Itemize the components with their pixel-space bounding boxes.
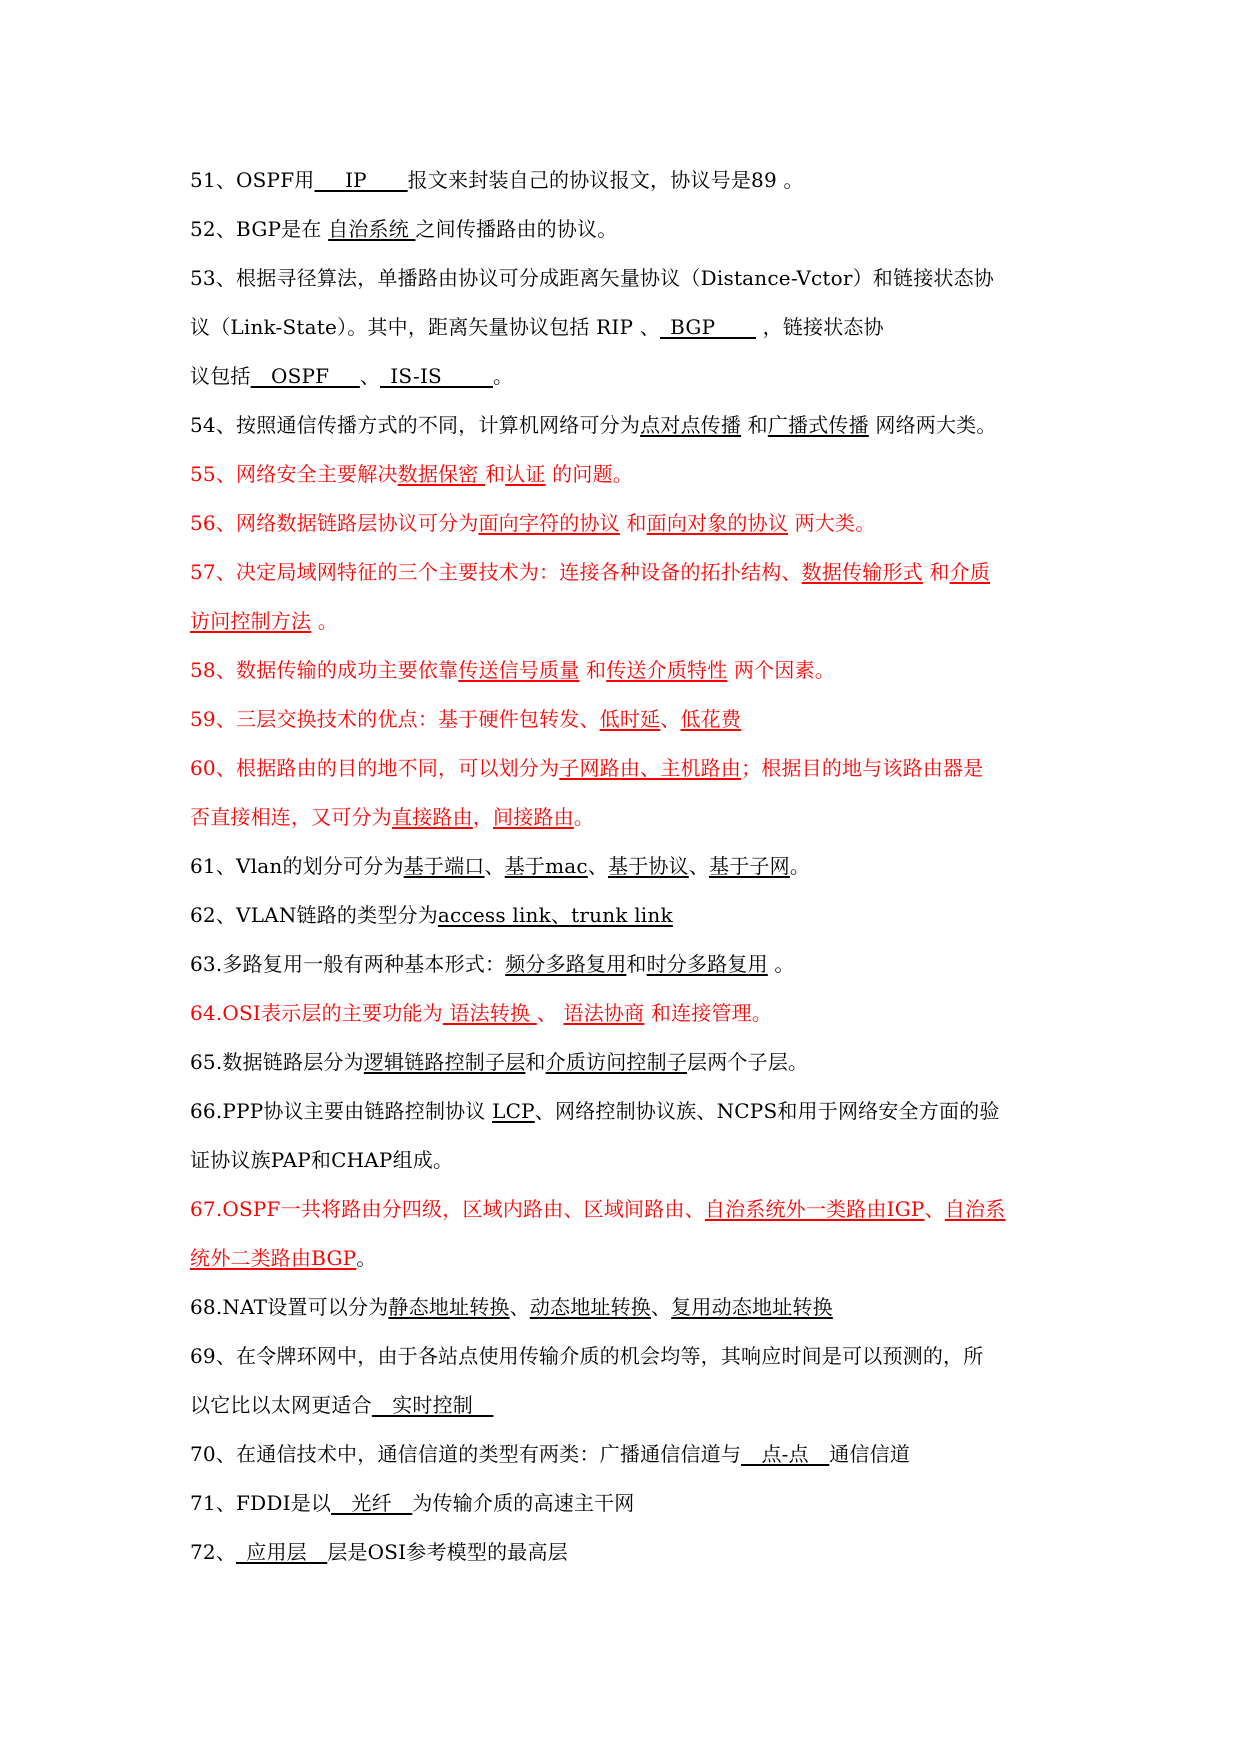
answer-blank: 自治系统: [328, 217, 416, 241]
text-line: [190, 597, 1070, 646]
text-line: [190, 1038, 1070, 1087]
answer-blank: 面向对象的协议: [646, 511, 789, 535]
text-line: [190, 695, 1070, 744]
answer-blank: 间接路由: [493, 805, 574, 829]
answer-blank: ___IP____: [314, 168, 408, 192]
text-segment: 层两个子层。: [687, 1050, 809, 1074]
answer-blank: 子网路由、主机路由: [559, 756, 742, 780]
text-segment: 66.PPP协议主要由链路控制协议: [190, 1099, 493, 1123]
text-segment: 70、在通信技术中，通信信道的类型有两类：广播通信信道与: [190, 1442, 742, 1466]
text-segment: 。: [311, 609, 338, 633]
text-line: [190, 744, 1070, 793]
text-segment: 。: [573, 805, 595, 829]
text-line: [190, 1087, 1070, 1136]
answer-blank: 介质: [949, 560, 991, 584]
answer-blank: 基于端口: [403, 854, 485, 878]
answer-blank: 基于mac: [504, 854, 588, 878]
answer-blank: 访问控制方法: [190, 609, 312, 633]
text-segment: 、: [651, 1295, 672, 1319]
text-segment: 、: [660, 707, 681, 731]
answer-blank: 自治系统外一类路由IGP: [704, 1197, 925, 1221]
text-segment: 证协议族PAP和CHAP组成。: [190, 1148, 454, 1172]
text-segment: 为传输介质的高速主干网: [412, 1491, 635, 1515]
text-segment: 、: [688, 854, 710, 878]
text-line: [190, 254, 1070, 303]
text-line: [190, 1136, 1070, 1185]
text-line: [190, 352, 1070, 401]
text-line: [190, 1332, 1070, 1381]
text-segment: 60、根据路由的目的地不同，可以划分为: [190, 756, 560, 780]
text-segment: 、: [587, 854, 609, 878]
text-segment: ，链接状态协: [756, 315, 884, 339]
text-segment: 否直接相连，又可分为: [190, 805, 392, 829]
text-segment: ；根据目的地与该路由器是: [741, 756, 984, 780]
answer-blank: _IS-IS_____: [380, 364, 493, 388]
answer-blank: 介质访问控制子: [545, 1050, 688, 1074]
text-line: [190, 205, 1070, 254]
text-segment: 、: [536, 1001, 564, 1025]
text-segment: 、: [359, 364, 381, 388]
answer-blank: _BGP____: [659, 315, 757, 339]
text-segment: 。: [789, 854, 811, 878]
answer-blank: 基于协议: [608, 854, 689, 878]
answer-blank: access link、trunk link: [437, 903, 673, 927]
text-segment: 53、根据寻径算法，单播路由协议可分成距离矢量协议（Distance-Vctor）和链接状态协: [190, 266, 995, 290]
text-line: [190, 1479, 1070, 1528]
answer-blank: 低花费: [680, 707, 742, 731]
text-segment: 51、OSPF用: [190, 168, 315, 192]
text-segment: 和: [922, 560, 950, 584]
answer-blank: __点-点__: [741, 1442, 830, 1466]
answer-blank: 自治系: [944, 1197, 1006, 1221]
text-line: [190, 548, 1070, 597]
answer-blank: __实时控制__: [371, 1393, 494, 1417]
text-line: [190, 1381, 1070, 1430]
text-line: [190, 303, 1070, 352]
text-segment: 。: [767, 952, 795, 976]
text-line: [190, 1185, 1070, 1234]
answer-blank: 频分多路复用: [505, 952, 627, 976]
text-segment: 报文来封装自己的协议报文，协议号是89 。: [407, 168, 804, 192]
answer-blank: 动态地址转换: [529, 1295, 652, 1319]
text-line: [190, 1283, 1070, 1332]
answer-blank: 传送介质特性: [606, 658, 728, 682]
answer-blank: 基于子网: [709, 854, 790, 878]
text-segment: 52、BGP是在: [190, 217, 329, 241]
answer-blank: 点对点传播: [640, 413, 742, 437]
question-list: [190, 156, 1070, 1577]
answer-blank: 数据保密: [397, 462, 486, 486]
text-segment: 两个因素。: [727, 658, 835, 682]
text-segment: 56、网络数据链路层协议可分为: [190, 511, 479, 535]
text-segment: 和连接管理。: [644, 1001, 773, 1025]
text-segment: 54、按照通信传播方式的不同，计算机网络可分为: [190, 413, 641, 437]
answer-blank: 认证: [505, 462, 546, 486]
text-segment: 、: [484, 854, 505, 878]
text-line: [190, 499, 1070, 548]
text-segment: 之间传播路由的协议。: [415, 217, 618, 241]
text-segment: 、: [924, 1197, 945, 1221]
text-segment: 55、网络安全主要解决: [190, 462, 398, 486]
text-segment: 和: [579, 658, 607, 682]
text-segment: 68.NAT设置可以分为: [190, 1295, 389, 1319]
text-segment: 和: [485, 462, 506, 486]
text-line: [190, 1528, 1070, 1577]
text-segment: 67.OSPF一共将路由分四级，区域内路由、区域间路由、: [190, 1197, 705, 1221]
text-segment: 和: [741, 413, 768, 437]
text-line: [190, 891, 1070, 940]
text-segment: 57、决定局域网特征的三个主要技术为：连接各种设备的拓扑结构、: [190, 560, 802, 584]
text-segment: 71、FDDI是以: [190, 1491, 332, 1515]
text-segment: 。: [492, 364, 514, 388]
text-segment: 。: [356, 1246, 377, 1270]
text-line: [190, 1430, 1070, 1479]
text-line: [190, 842, 1070, 891]
answer-blank: 低时延: [599, 707, 661, 731]
answer-blank: 面向字符的协议: [478, 511, 620, 535]
text-segment: ，: [472, 805, 494, 829]
text-segment: 以它比以太网更适合: [190, 1393, 372, 1417]
text-segment: 62、VLAN链路的类型分为: [190, 903, 438, 927]
text-segment: 的问题。: [545, 462, 633, 486]
text-line: [190, 940, 1070, 989]
text-segment: 议（Link-State）。其中，距离矢量协议包括 RIP 、: [190, 315, 660, 339]
text-line: [190, 1234, 1070, 1283]
text-segment: 65.数据链路层分为: [190, 1050, 364, 1074]
text-line: [190, 156, 1070, 205]
text-segment: 和: [626, 952, 647, 976]
text-line: [190, 450, 1070, 499]
text-segment: 72、: [190, 1540, 237, 1564]
answer-blank: __光纤__: [331, 1491, 413, 1515]
text-segment: 58、数据传输的成功主要依靠: [190, 658, 459, 682]
text-segment: 和: [525, 1050, 546, 1074]
text-segment: 通信信道: [829, 1442, 911, 1466]
answer-blank: 静态地址转换: [388, 1295, 510, 1319]
text-line: [190, 793, 1070, 842]
answer-blank: 时分多路复用: [646, 952, 768, 976]
text-segment: 层是OSI参考模型的最高层: [327, 1540, 568, 1564]
text-line: [190, 401, 1070, 450]
answer-blank: 数据传输形式: [801, 560, 923, 584]
answer-blank: 直接路由: [392, 805, 473, 829]
text-segment: 61、Vlan的划分可分为: [190, 854, 404, 878]
text-segment: 、网络控制协议族、NCPS和用于网络安全方面的验: [534, 1099, 1000, 1123]
text-segment: 64.OSI表示层的主要功能为: [190, 1001, 443, 1025]
text-segment: 69、在令牌环网中，由于各站点使用传输介质的机会均等，其响应时间是可以预测的，所: [190, 1344, 984, 1368]
text-segment: 63.多路复用一般有两种基本形式：: [190, 952, 506, 976]
answer-blank: LCP: [492, 1099, 535, 1123]
text-segment: 两大类。: [788, 511, 876, 535]
text-segment: 、: [509, 1295, 530, 1319]
answer-blank: 逻辑链路控制子层: [363, 1050, 526, 1074]
answer-blank: 传送信号质量: [458, 658, 580, 682]
answer-blank: __OSPF___: [250, 364, 360, 388]
text-segment: 议包括: [190, 364, 251, 388]
answer-blank: _应用层__: [236, 1540, 328, 1564]
answer-blank: 复用动态地址转换: [671, 1295, 833, 1319]
answer-blank: 统外二类路由BGP: [190, 1246, 357, 1270]
text-segment: 59、三层交换技术的优点：基于硬件包转发、: [190, 707, 600, 731]
answer-blank: 语法协商: [563, 1001, 645, 1025]
answer-blank: 广播式传播: [767, 413, 869, 437]
text-line: [190, 646, 1070, 695]
text-segment: 网络两大类。: [868, 413, 997, 437]
answer-blank: 语法转换: [442, 1001, 537, 1025]
text-line: [190, 989, 1070, 1038]
text-segment: 和: [619, 511, 647, 535]
